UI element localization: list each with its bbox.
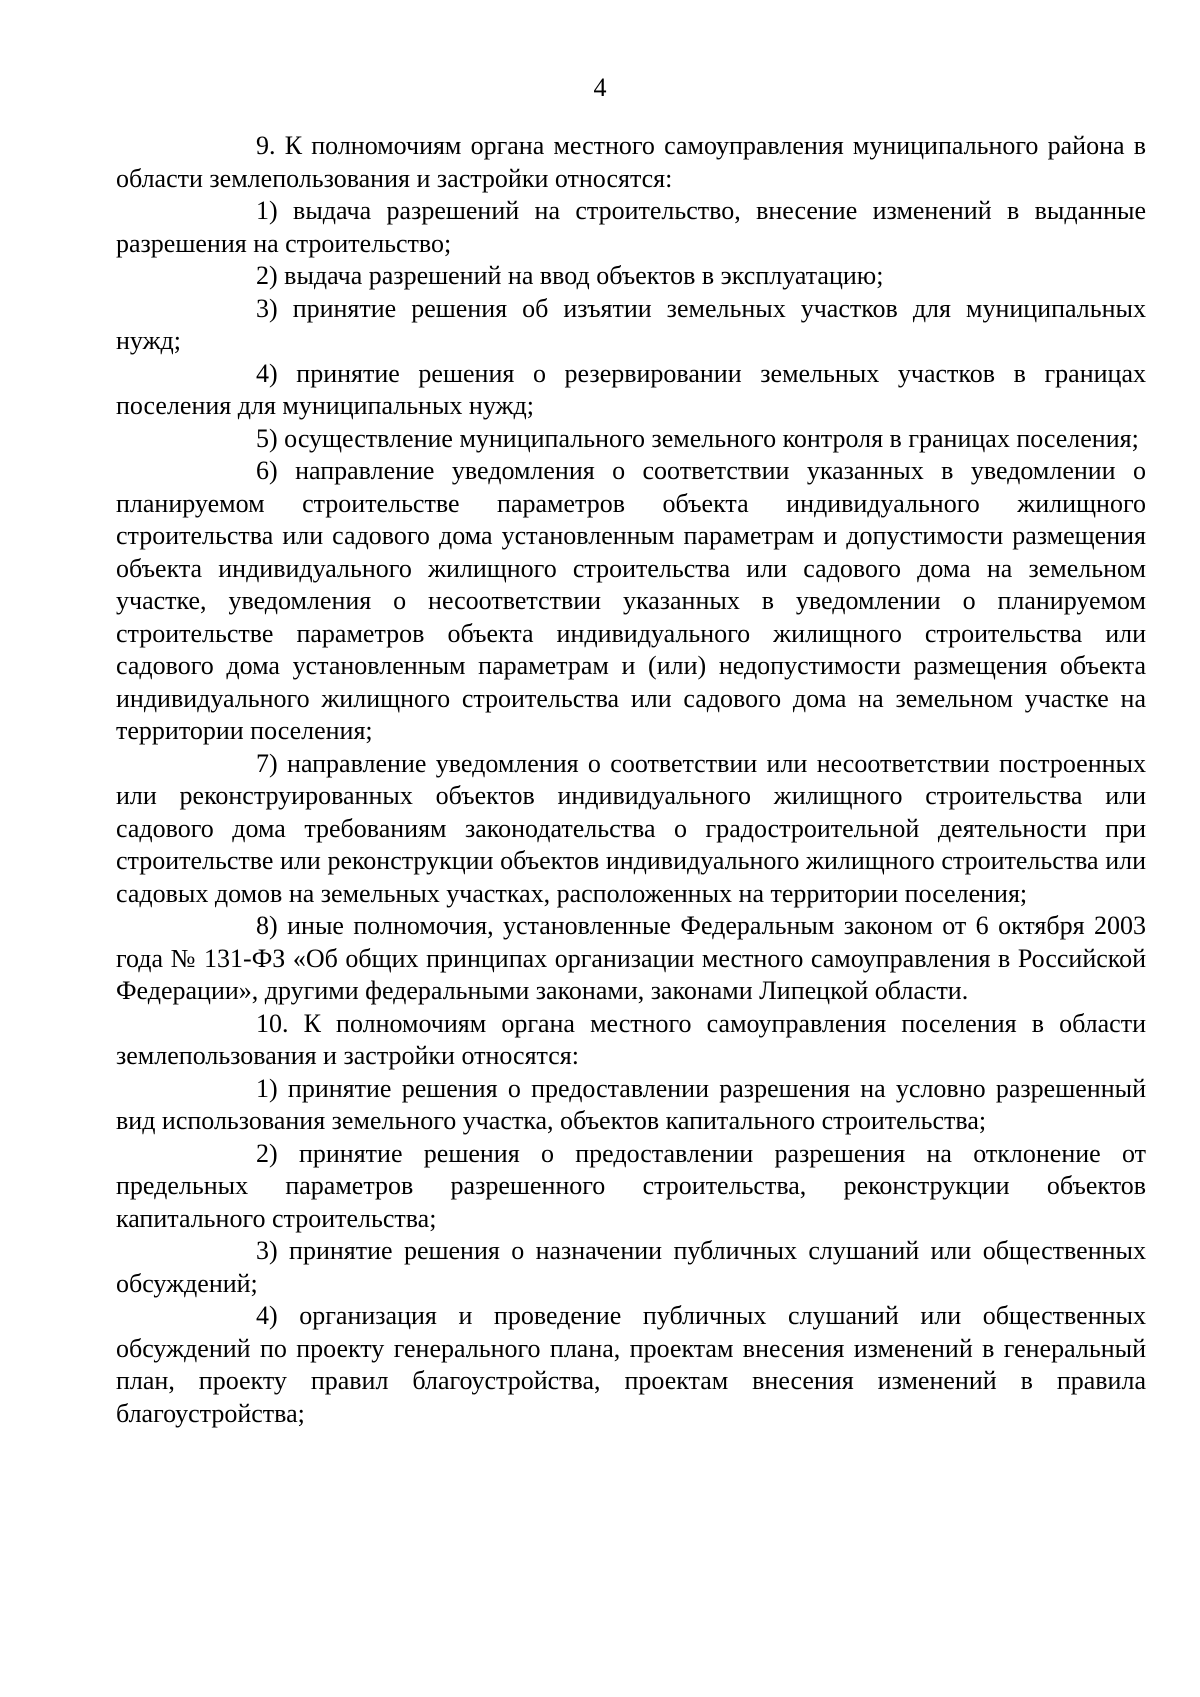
section-number: 9.	[256, 131, 276, 160]
item-text: выдача разрешений на строительство, внесение изменений в выданные разрешения на строительство;	[116, 196, 1146, 258]
list-item	[116, 910, 1146, 1008]
item-number: 8)	[256, 911, 278, 940]
item-text: принятие решения о предоставлении разрешения на условно разрешенный вид использования земельного участка, объектов капитального строительства;	[116, 1073, 1146, 1135]
item-number: 1)	[256, 1073, 278, 1103]
list-item	[116, 195, 1146, 260]
item-text: принятие решения о резервировании земельных участков в границах поселения для муниципальных нужд;	[116, 358, 1146, 420]
item-text: организация и проведение публичных слушаний или общественных обсуждений по проекту генерального плана, проектам внесения изменений в генеральный план, проекту правил благоустройства, проектам внесения изменений в правила благоустройства;	[116, 1301, 1147, 1428]
item-number: 6)	[256, 456, 278, 485]
item-number: 4)	[256, 358, 278, 388]
item-number: 2)	[256, 261, 278, 290]
list-item	[116, 260, 1146, 293]
item-text: осуществление муниципального земельного контроля в границах поселения;	[284, 423, 1139, 453]
list-item	[116, 455, 1146, 748]
page-number: 4	[593, 73, 607, 102]
list-item	[116, 748, 1146, 911]
item-number: 4)	[256, 1301, 278, 1330]
section-number: 10.	[256, 1008, 289, 1038]
section-10-heading	[116, 1008, 1146, 1073]
item-text: выдача разрешений на ввод объектов в эксплуатацию;	[284, 261, 884, 290]
item-number: 3)	[256, 1236, 278, 1265]
item-text: иные полномочия, установленные Федеральным законом от 6 октября 2003 года № 131-ФЗ «Об общих принципах организации местного самоуправления в Российской Федерации», другими федеральными законами, законами Липецкой области.	[116, 911, 1146, 1005]
item-text: направление уведомления о соответствии указанных в уведомлении о планируемом строительстве параметров объекта индивидуального жилищного строительства или садового дома установленным параметрам и допустимости размещения объекта индивидуального жилищного строительства или садового дома на земельном участке, уведомления о несоответствии указанных в уведомлении о планируемом строительстве параметров объекта индивидуального жилищного строительства или садового дома установленным параметрам и (или) недопустимости размещения объекта индивидуального жилищного строительства или садового дома на земельном участке на территории поселения;	[116, 456, 1147, 745]
list-item	[116, 1073, 1146, 1138]
item-number: 2)	[256, 1138, 278, 1168]
item-number: 3)	[256, 293, 278, 323]
list-item	[116, 358, 1146, 423]
list-item	[116, 1138, 1146, 1236]
section-9-heading	[116, 130, 1146, 195]
item-text: принятие решения о назначении публичных слушаний или общественных обсуждений;	[116, 1236, 1146, 1298]
item-text: направление уведомления о соответствии или несоответствии построенных или реконструированных объектов индивидуального жилищного строительства или садового дома требованиям законодательства о градостроительной деятельности при строительстве или реконструкции объектов индивидуального жилищного строительства или садовых домов на земельных участках, расположенных на территории поселения;	[116, 748, 1146, 908]
section-text: К полномочиям органа местного самоуправления муниципального района в области землепользования и застройки относятся:	[116, 131, 1146, 193]
item-text: принятие решения о предоставлении разрешения на отклонение от предельных параметров разрешенного строительства, реконструкции объектов капитального строительства;	[116, 1138, 1146, 1233]
item-number: 1)	[256, 196, 278, 225]
item-text: принятие решения об изъятии земельных участков для муниципальных нужд;	[116, 293, 1147, 355]
item-number: 7)	[256, 748, 278, 778]
document-body	[116, 130, 1146, 1430]
list-item	[116, 1235, 1146, 1300]
list-item	[116, 293, 1146, 358]
list-item	[116, 1300, 1146, 1430]
item-number: 5)	[256, 423, 278, 453]
section-text: К полномочиям органа местного самоуправления поселения в области землепользования и застройки относятся:	[116, 1008, 1146, 1070]
list-item	[116, 423, 1146, 456]
